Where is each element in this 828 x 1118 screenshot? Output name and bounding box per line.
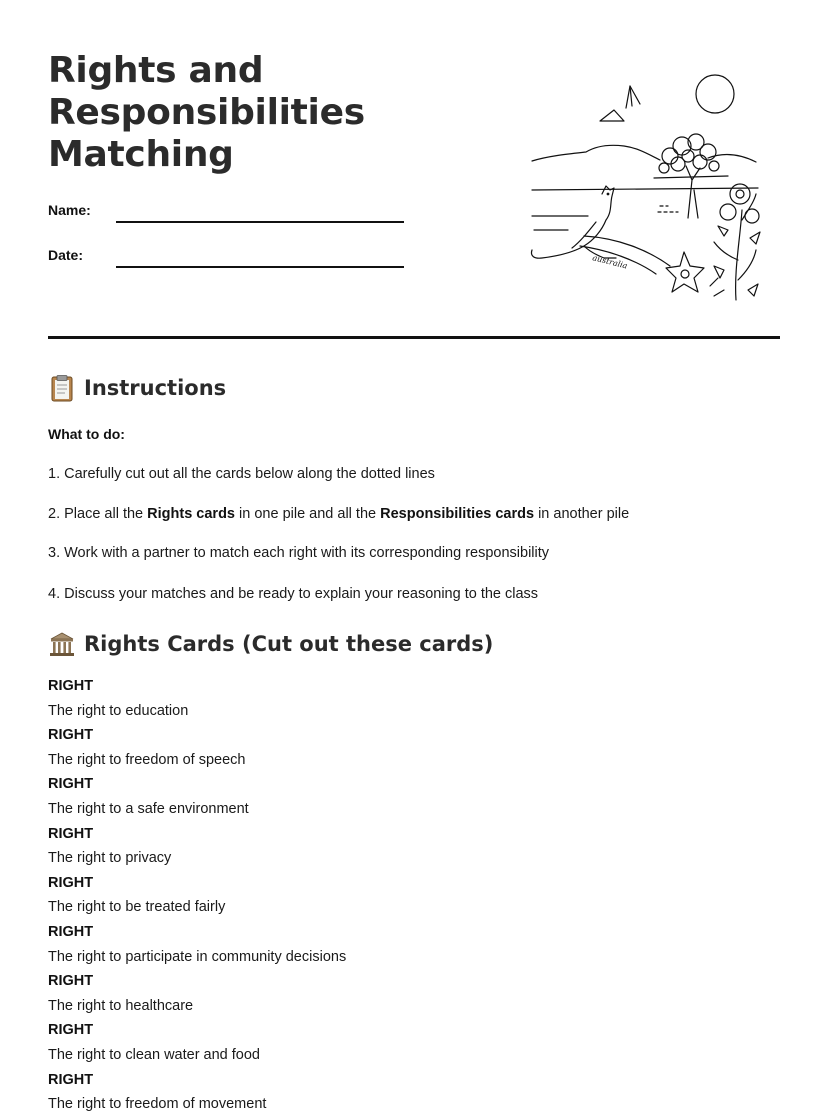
right-card[interactable] — [48, 873, 748, 922]
card-type-label: RIGHT — [48, 727, 94, 744]
card-type-label: RIGHT — [48, 1071, 94, 1088]
card-type-label: RIGHT — [48, 1022, 94, 1039]
australia-landscape-illustration — [528, 70, 764, 306]
name-label: Name: — [48, 202, 91, 218]
opera-house-icon — [600, 86, 640, 121]
step-text: Carefully cut out all the cards below along the dotted lines — [64, 466, 435, 482]
card-text: The right to healthcare — [48, 997, 194, 1014]
card-type-label: RIGHT — [48, 923, 94, 940]
step-number: 1. — [48, 466, 61, 482]
date-label: Date: — [48, 247, 84, 263]
title-line: Matching — [48, 134, 234, 175]
card-text: The right to a safe environment — [48, 800, 249, 817]
step-number: 2. — [48, 506, 61, 522]
title-line: Rights and — [48, 50, 264, 91]
classical-building-icon — [48, 630, 76, 658]
card-type-label: RIGHT — [48, 776, 94, 793]
step-text: Discuss your matches and be ready to explain your reasoning to the class — [64, 586, 539, 602]
step-text: Work with a partner to match each right with its corresponding responsibility — [64, 545, 550, 561]
instructions-heading — [48, 374, 226, 402]
card-type-label: RIGHT — [48, 973, 94, 990]
tree-icon — [654, 134, 728, 218]
card-text: The right to be treated fairly — [48, 899, 226, 916]
illustration-caption: australia — [591, 253, 629, 271]
rights-cards-heading-text: Rights Cards (Cut out these cards) — [84, 632, 494, 656]
card-text: The right to clean water and food — [48, 1046, 260, 1063]
right-card[interactable] — [48, 824, 748, 873]
instruction-step — [48, 545, 549, 561]
card-text: The right to freedom of movement — [48, 1096, 267, 1113]
instruction-step — [48, 586, 538, 602]
step-text: Place all the — [64, 506, 144, 522]
right-card[interactable] — [48, 1020, 748, 1069]
card-type-label: RIGHT — [48, 825, 94, 842]
card-text: The right to privacy — [48, 850, 172, 867]
date-field[interactable] — [48, 247, 408, 271]
title-line: Responsibilities — [48, 92, 365, 133]
header-divider — [48, 336, 780, 339]
instruction-step — [48, 466, 435, 482]
step-number: 3. — [48, 545, 61, 561]
right-card[interactable] — [48, 774, 748, 823]
card-text: The right to freedom of speech — [48, 751, 246, 768]
step-number: 4. — [48, 586, 61, 602]
rights-cards-heading — [48, 630, 493, 658]
page-title — [48, 50, 468, 176]
instructions-heading-text: Instructions — [84, 376, 227, 400]
clipboard-icon — [48, 374, 76, 402]
rights-cards-emphasis: Rights cards — [147, 506, 235, 522]
kangaroo-icon — [531, 186, 616, 258]
card-type-label: RIGHT — [48, 678, 94, 694]
right-card[interactable] — [48, 725, 748, 774]
rights-card-list — [48, 676, 748, 1118]
right-card[interactable] — [48, 1070, 748, 1118]
instruction-step — [48, 506, 629, 522]
right-card[interactable] — [48, 971, 748, 1020]
right-card[interactable] — [48, 922, 748, 971]
card-type-label: RIGHT — [48, 874, 94, 891]
name-field[interactable] — [48, 202, 408, 226]
flower-bush-icon — [666, 184, 760, 300]
right-card[interactable] — [48, 676, 748, 725]
step-text: in another pile — [538, 506, 630, 522]
responsibilities-cards-emphasis: Responsibilities cards — [380, 506, 535, 522]
name-write-line[interactable] — [116, 221, 404, 223]
card-text: The right to education — [48, 702, 189, 719]
hills-icon — [532, 145, 756, 162]
what-to-do-label: What to do: — [48, 426, 125, 442]
step-text: in one pile and all the — [239, 506, 377, 522]
sun-icon — [696, 75, 734, 113]
date-write-line[interactable] — [116, 266, 404, 268]
card-text: The right to participate in community decisions — [48, 948, 347, 965]
